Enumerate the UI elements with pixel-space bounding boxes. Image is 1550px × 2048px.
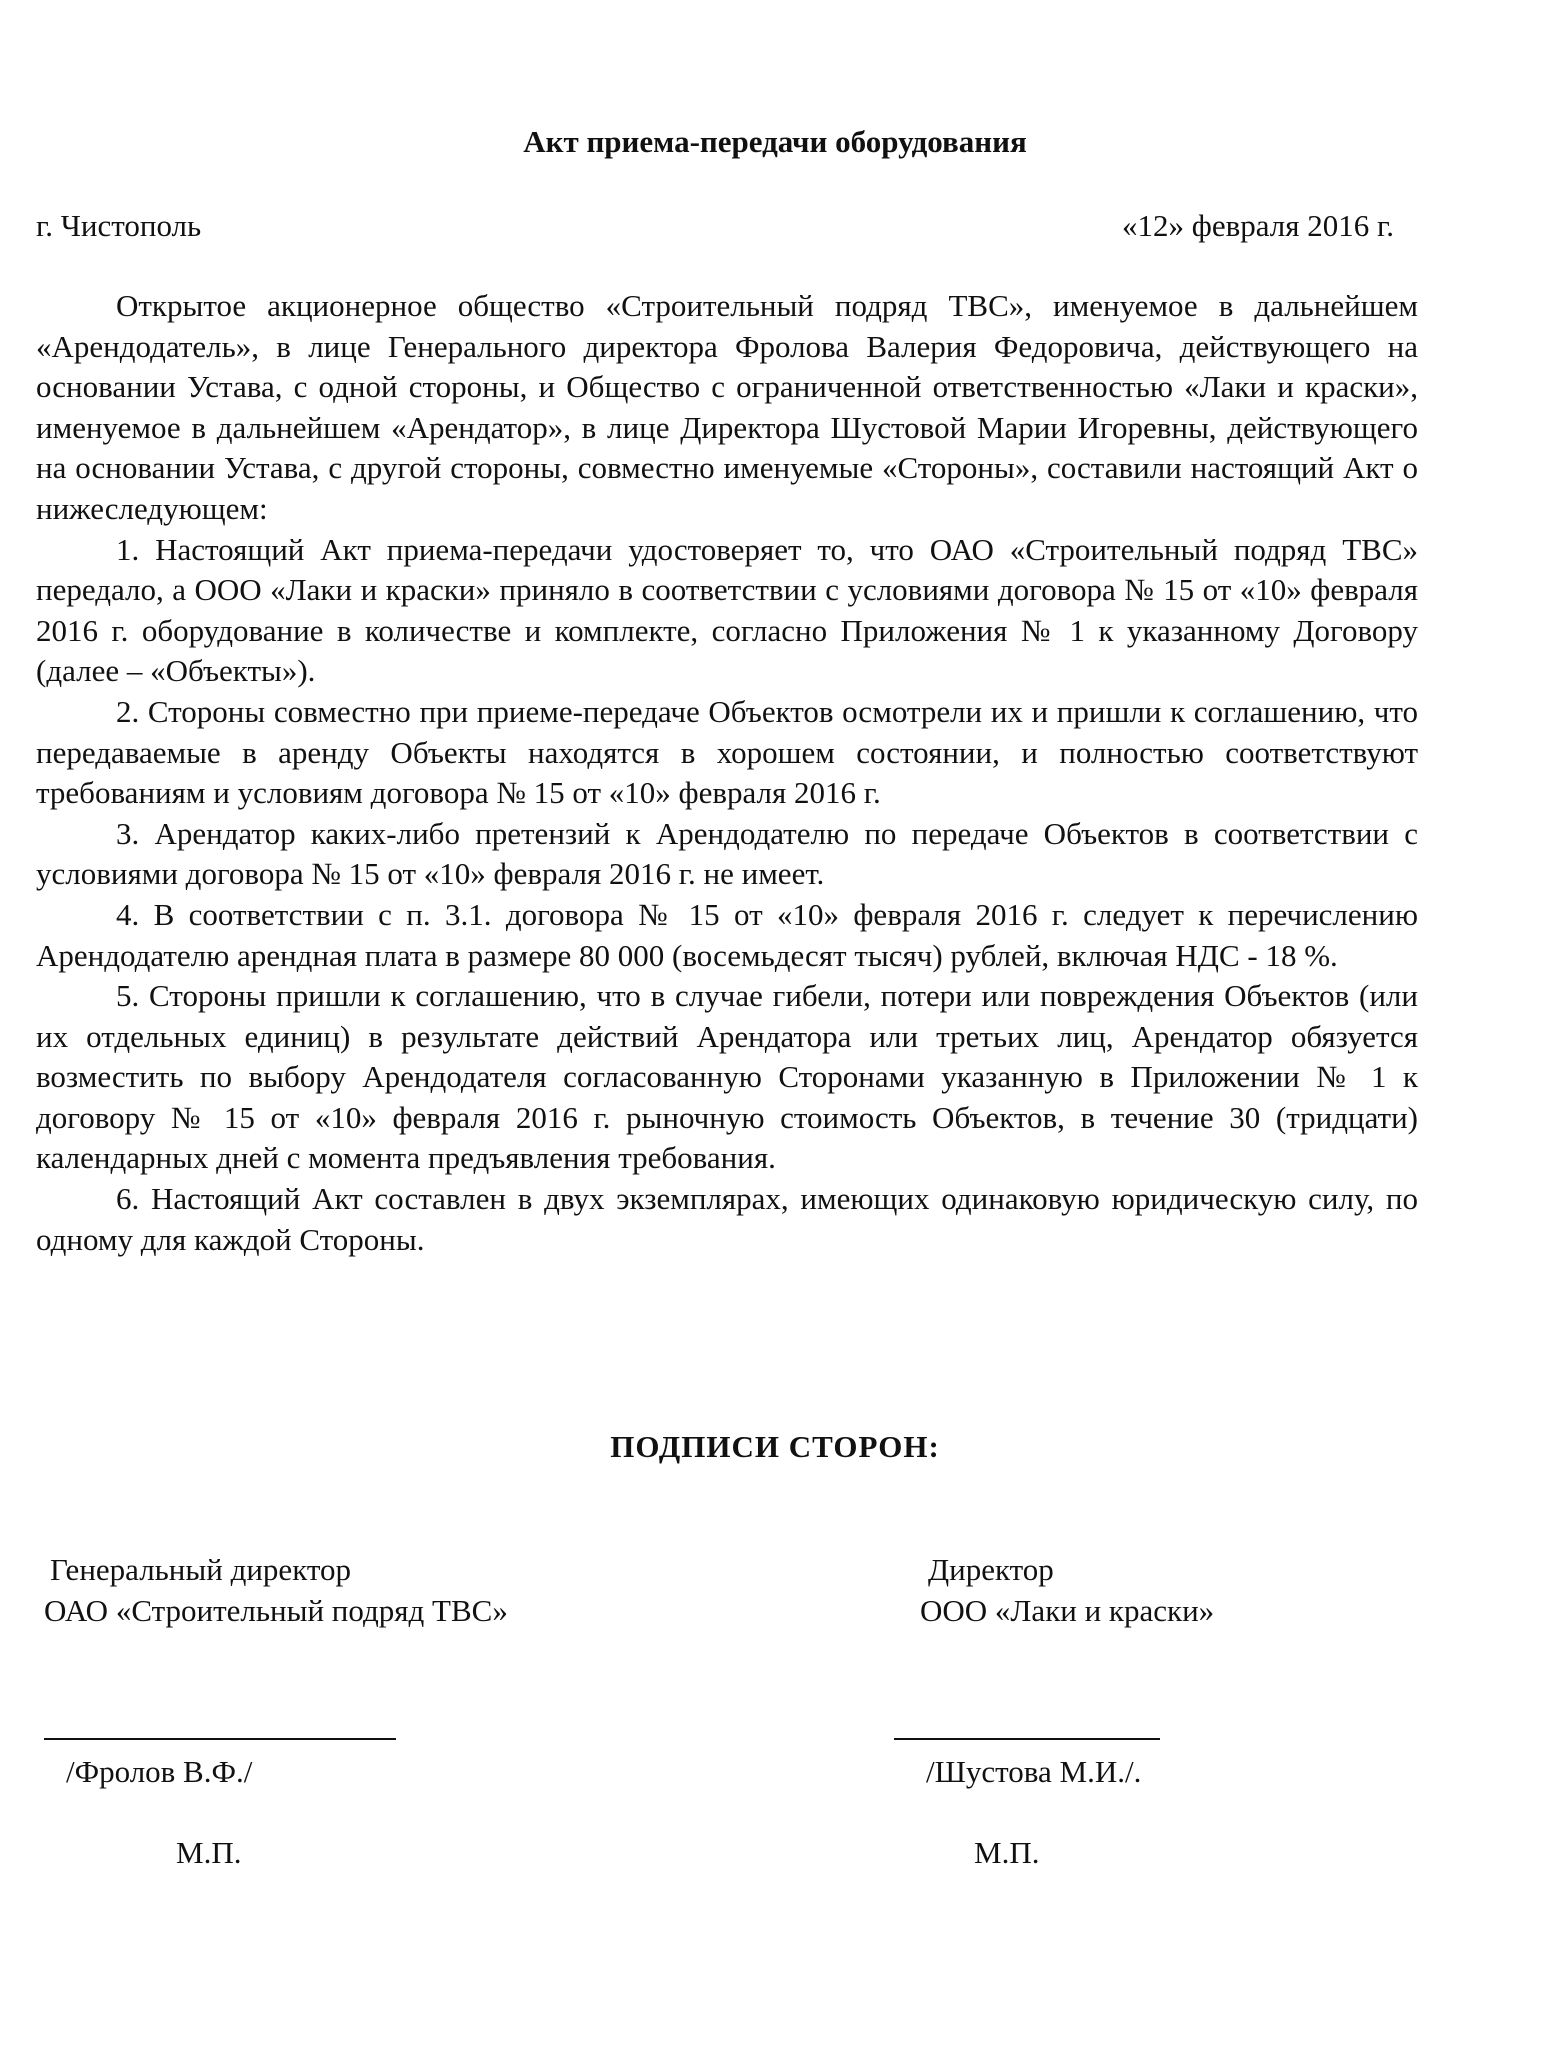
- clause-4-paragraph: 4. В соответствии с п. 3.1. договора № 15 от «10» февраля 2016 г. следует к перечислению Арендодателю арендная плата в размере 80 000 (восемьдесят тысяч) рублей, включая НДС - 18 %.: [36, 896, 1418, 973]
- lessor-signature-line: [44, 1738, 396, 1740]
- document-date: «12» февраля 2016 г.: [1122, 208, 1394, 243]
- lessee-stamp-place: М.П.: [974, 1835, 1040, 1870]
- document-title: Акт приема-передачи оборудования: [523, 124, 1027, 159]
- clause-5-paragraph: 5. Стороны пришли к соглашению, что в случае гибели, потери или повреждения Объектов (или их отдельных единиц) в результате действий Арендатора или третьих лиц, Арендатор обязуется возместить по выбору Арендодателя согласованную Сторонами указанную в Приложении № 1 к договору № 15 от «10» февраля 2016 г. рыночную стоимость Объектов, в течение 30 (тридцати) календарных дней с момента предъявления требования.: [36, 978, 1418, 1176]
- lessee-signature-line: [894, 1738, 1160, 1740]
- clause-2-paragraph: 2. Стороны совместно при приеме-передаче Объектов осмотрели их и пришли к соглашению, что передаваемые в аренду Объекты находятся в хорошем состоянии, и полностью соответствуют требованиям и условиям договора № 15 от «10» февраля 2016 г.: [36, 693, 1418, 811]
- document-city: г. Чистополь: [36, 208, 202, 243]
- document-body: [36, 286, 1418, 1260]
- lessee-organization: ООО «Лаки и краски»: [920, 1593, 1215, 1628]
- lessor-signatory-name: /Фролов В.Ф./: [66, 1754, 253, 1789]
- clause-1-paragraph: 1. Настоящий Акт приема-передачи удостоверяет то, что ОАО «Строительный подряд ТВС» передало, а ООО «Лаки и краски» приняло в соответствии с условиями договора № 15 от «10» февраля 2016 г. оборудование в количестве и комплекте, согласно Приложения № 1 к указанному Договору (далее – «Объекты»).: [36, 531, 1418, 689]
- lessor-role: Генеральный директор: [50, 1552, 351, 1587]
- lessor-stamp-place: М.П.: [176, 1835, 242, 1870]
- lessee-signatory-name: /Шустова М.И./.: [926, 1754, 1142, 1789]
- intro-paragraph: Открытое акционерное общество «Строительный подряд ТВС», именуемое в дальнейшем «Арендодатель», в лице Генерального директора Фролова Валерия Федоровича, действующего на основании Устава, с одной стороны, и Общество с ограниченной ответственностью «Лаки и краски», именуемое в дальнейшем «Арендатор», в лице Директора Шустовой Марии Игоревны, действующего на основании Устава, с другой стороны, совместно именуемые «Стороны», составили настоящий Акт о нижеследующем:: [36, 288, 1418, 526]
- lessor-organization: ОАО «Строительный подряд ТВС»: [44, 1593, 508, 1628]
- signatures-heading: ПОДПИСИ СТОРОН:: [610, 1429, 940, 1464]
- lessee-role: Директор: [928, 1552, 1054, 1587]
- clause-6-paragraph: 6. Настоящий Акт составлен в двух экземплярах, имеющих одинаковую юридическую силу, по одному для каждой Стороны.: [36, 1181, 1418, 1257]
- clause-3-paragraph: 3. Арендатор каких-либо претензий к Арендодателю по передаче Объектов в соответствии с условиями договора № 15 от «10» февраля 2016 г. не имеет.: [36, 815, 1418, 892]
